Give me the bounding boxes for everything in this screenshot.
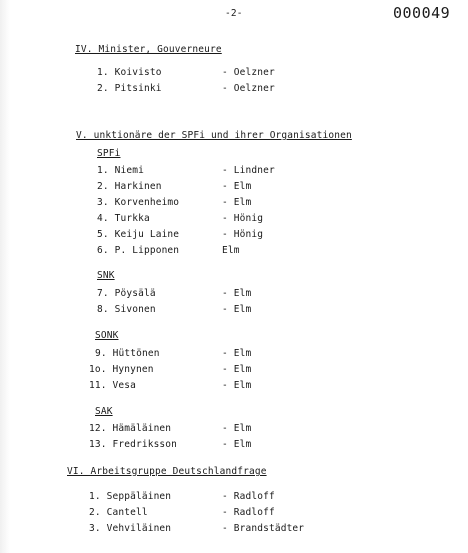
list-item-name: 2. Cantell <box>89 507 148 518</box>
section-vi-title: VI. Arbeitsgruppe Deutschlandfrage <box>67 466 267 477</box>
list-item-assignee: - Elm <box>222 288 252 299</box>
list-item-name: 3. Korvenheimo <box>97 197 180 208</box>
list-item-name: 8. Sivonen <box>97 304 156 315</box>
group-label-spfi: SPFi <box>97 148 121 159</box>
list-item-name: 1. Seppäläinen <box>89 491 172 502</box>
list-item-assignee: - Oelzner <box>222 83 275 94</box>
list-item-assignee: - Elm <box>222 423 252 434</box>
group-label-sonk: SONK <box>95 330 119 341</box>
section-v-title: V. unktionäre der SPFi und ihrer Organisationen <box>76 130 352 141</box>
list-item-name: 5. Keiju Laine <box>97 229 180 240</box>
list-item-assignee: - Oelzner <box>222 67 275 78</box>
list-item-name: 3. Vehviläinen <box>89 523 172 534</box>
list-item-assignee: - Elm <box>222 439 252 450</box>
list-item-name: 11. Vesa <box>89 380 136 391</box>
list-item-name: 1o. Hynynen <box>89 364 154 375</box>
list-item-assignee: - Radloff <box>222 491 275 502</box>
list-item-name: 6. P. Lipponen <box>97 245 180 256</box>
list-item-name: 13. Fredriksson <box>89 439 178 450</box>
list-item-name: 1. Niemi <box>97 165 144 176</box>
document-id: 000049 <box>393 4 451 22</box>
list-item-assignee: - Elm <box>222 304 252 315</box>
list-item-assignee: - Hönig <box>222 213 264 224</box>
list-item-assignee: Elm <box>222 245 240 256</box>
section-iv-title: IV. Minister, Gouverneure <box>75 44 222 55</box>
group-label-snk: SNK <box>97 270 115 281</box>
list-item-name: 2. Harkinen <box>97 181 162 192</box>
list-item-assignee: - Brandstädter <box>222 523 305 534</box>
list-item-name: 1. Koivisto <box>97 67 162 78</box>
list-item-assignee: - Elm <box>222 364 252 375</box>
list-item-assignee: - Elm <box>222 348 252 359</box>
list-item-assignee: - Elm <box>222 181 252 192</box>
list-item-assignee: - Radloff <box>222 507 275 518</box>
list-item-name: 7. Pöysälä <box>97 288 156 299</box>
list-item-name: 2. Pitsinki <box>97 83 162 94</box>
list-item-assignee: - Elm <box>222 197 252 208</box>
list-item-name: 12. Hämäläinen <box>89 423 172 434</box>
list-item-assignee: - Elm <box>222 380 252 391</box>
list-item-assignee: - Hönig <box>222 229 264 240</box>
list-item-assignee: - Lindner <box>222 165 275 176</box>
page-number: -2- <box>225 8 243 19</box>
list-item-name: 9. Hüttönen <box>95 348 160 359</box>
group-label-sak: SAK <box>95 406 113 417</box>
list-item-name: 4. Turkka <box>97 213 150 224</box>
scan-edge-shadow <box>0 0 10 553</box>
